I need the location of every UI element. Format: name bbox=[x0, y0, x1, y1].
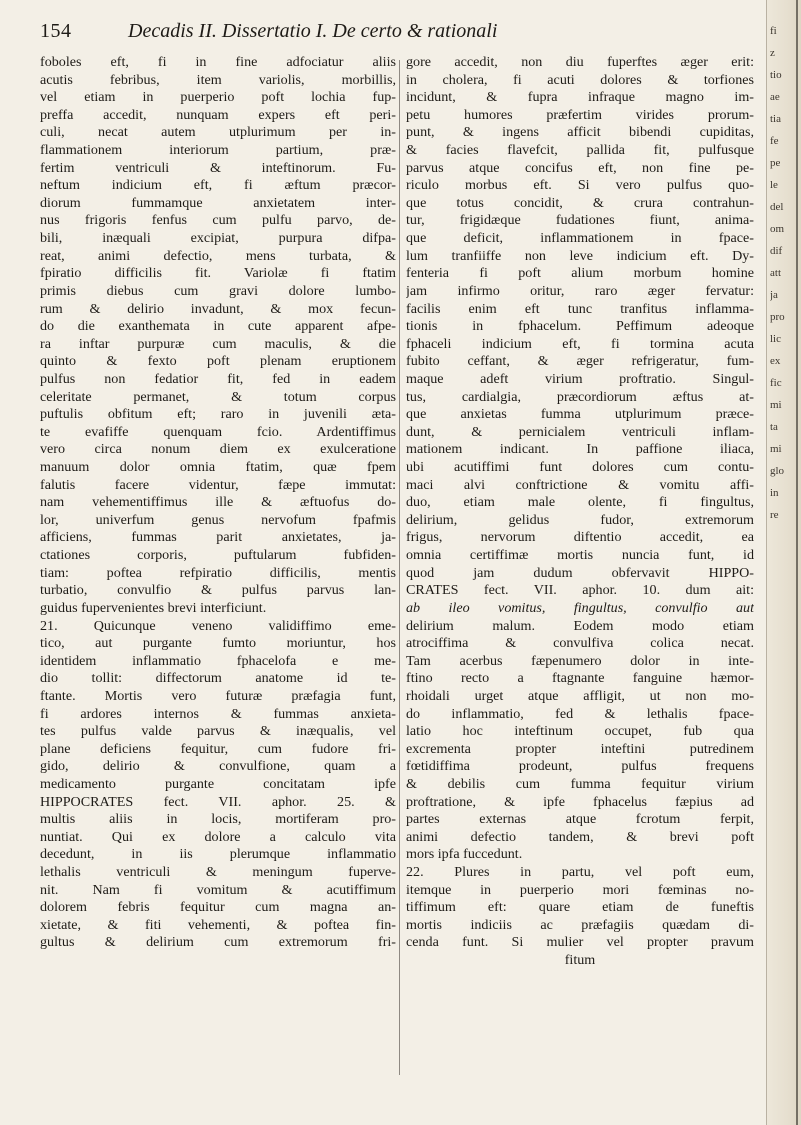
text-line: CRATES fect. VII. aphor. 10. dum ait: bbox=[406, 582, 754, 599]
text-line: frigus, nervorum diftentio accedit, ea bbox=[406, 529, 754, 546]
text-line: Tam acerbus fæpenumero dolor in inte- bbox=[406, 652, 754, 669]
text-line: in cholera, fi acuti dolores & torfiones bbox=[406, 71, 754, 88]
margin-fragment: tia bbox=[770, 113, 781, 125]
text-line: riculo morbus eft. Si vero pulfus quo- bbox=[406, 177, 754, 194]
text-line: HIPPOCRATES fect. VII. aphor. 25. & bbox=[40, 793, 396, 810]
binding-edge bbox=[796, 0, 798, 1125]
text-line: fertim ventriculi & inteftinorum. Fu- bbox=[40, 159, 396, 176]
page-number: 154 bbox=[40, 20, 72, 42]
text-line: manuum dolor omnia ftatim, quæ fpem bbox=[40, 459, 396, 476]
text-line: lor, univerfum genus nervofum fpafmis bbox=[40, 511, 396, 528]
text-line: lum tranfiiffe non leve indicium eft. Dy- bbox=[406, 247, 754, 264]
text-line: tus, cardialgia, præcordiorum æftus at- bbox=[406, 388, 754, 405]
text-line: ab ileo vomitus, fingultus, convulfio aut bbox=[406, 599, 754, 616]
text-line: vel etiam in puerperio poft lochia fup- bbox=[40, 89, 396, 106]
text-line: plane deficiens fequitur, cum fudore fri- bbox=[40, 740, 396, 757]
margin-fragment: re bbox=[770, 509, 779, 521]
text-line: facilis enim eft tunc tranfitus inflamma- bbox=[406, 300, 754, 317]
margin-fragment: lic bbox=[770, 333, 781, 345]
text-line: quinto & fexto poft plenam eruptionem bbox=[40, 353, 396, 370]
text-line: que deficit, inflammationem in fpace- bbox=[406, 230, 754, 247]
text-line: primis diebus cum gravi dolore lumbo- bbox=[40, 282, 396, 299]
text-line: cenda funt. Si mulier vel propter pravum bbox=[406, 934, 754, 951]
text-line: proftratione, & ipfe fphacelus fæpius ad bbox=[406, 793, 754, 810]
margin-fragment: le bbox=[770, 179, 778, 191]
text-line: delirium malum. Eodem modo etiam bbox=[406, 617, 754, 634]
text-line: tur, frigidæque fudationes fiunt, anima- bbox=[406, 212, 754, 229]
margin-fragment: mi bbox=[770, 443, 782, 455]
text-line: preffa accedit, nunquam expers eft peri- bbox=[40, 106, 396, 123]
text-line: itemque in puerperio mori fœminas no- bbox=[406, 881, 754, 898]
margin-fragment: ae bbox=[770, 91, 780, 103]
text-line: punt, & ingens afficit bibendi cupiditas, bbox=[406, 124, 754, 141]
margin-fragment: ta bbox=[770, 421, 778, 433]
text-line: diorum fummamque anxietatem inter- bbox=[40, 194, 396, 211]
text-line: fphaceli indicium eft, fi tormina acuta bbox=[406, 335, 754, 352]
margin-fragment: pe bbox=[770, 157, 781, 169]
page-header bbox=[40, 14, 762, 48]
text-line: ra inftar purpuræ cum maculis, & die bbox=[40, 335, 396, 352]
text-line: omnia certiffimæ mortis nuncia funt, id bbox=[406, 547, 754, 564]
text-line: flammationem interiorum partium, præ- bbox=[40, 142, 396, 159]
text-line: maque adeft virium proftratio. Singul- bbox=[406, 370, 754, 387]
text-line: nus frigoris fenfus cum pulfu parvo, de- bbox=[40, 212, 396, 229]
text-line: 21. Quicunque veneno validiffimo eme- bbox=[40, 617, 396, 634]
margin-fragment: mi bbox=[770, 399, 782, 411]
text-line: excrementa propter inteftini putredinem bbox=[406, 740, 754, 757]
text-line: do die exanthemata in cute apparent afpe- bbox=[40, 318, 396, 335]
text-line: acutis febribus, item variolis, morbillis, bbox=[40, 71, 396, 88]
margin-fragment: in bbox=[770, 487, 779, 499]
margin-fragment: glo bbox=[770, 465, 785, 477]
text-line: mors ipfa fuccedunt. bbox=[406, 846, 523, 863]
text-line: afficiens, fummas parit anxietates, ja- bbox=[40, 529, 396, 546]
text-line: ftino recto a ftagnante fanguine hæmor- bbox=[406, 670, 754, 687]
left-text-column bbox=[40, 54, 396, 952]
text-line: duo, etiam male olente, fi fingultus, bbox=[406, 494, 754, 511]
text-line: tico, aut purgante fumto moriuntur, hos bbox=[40, 635, 396, 652]
text-line: bili, inæquali excipiat, purpura difpa- bbox=[40, 230, 396, 247]
text-line: fœtidiffima prodeunt, pulfus frequens bbox=[406, 758, 754, 775]
text-line: foboles eft, fi in fine adfociatur aliis bbox=[40, 54, 396, 70]
text-line: & debilis cum fumma fequitur virium bbox=[406, 775, 754, 792]
running-head: Decadis II. Dissertatio I. De certo & rationali bbox=[128, 20, 498, 42]
margin-fragment: ja bbox=[770, 289, 778, 301]
text-line: dio tollit: diffectorum anatome id te- bbox=[40, 670, 396, 687]
text-line: te evafiffe quenquam fcio. Ardentiffimus bbox=[40, 423, 396, 440]
text-line: tiam: poftea refpiratio difficilis, mentis bbox=[40, 564, 396, 581]
margin-fragment: dif bbox=[770, 245, 783, 257]
text-line: fpiratio difficilis fit. Variolæ fi ftatim bbox=[40, 265, 396, 282]
text-line: ctationes corporis, puftularum fubfiden- bbox=[40, 547, 396, 564]
text-line: medicamento purgante concitatam ipfe bbox=[40, 775, 396, 792]
text-line: parvus atque concifus eft, non fine pe- bbox=[406, 159, 754, 176]
margin-fragment: om bbox=[770, 223, 785, 235]
text-line: nit. Nam fi vomitum & acutiffimum bbox=[40, 881, 396, 898]
text-line: guidus fupervenientes brevi interficiunt. bbox=[40, 599, 267, 616]
text-line: jam infirmo oritur, raro æger fervatur: bbox=[406, 282, 754, 299]
text-line: petu humores præfertim virides prorum- bbox=[406, 106, 754, 123]
text-line: delirium, gelidus fudor, extremorum bbox=[406, 511, 754, 528]
margin-fragment: fi bbox=[770, 25, 777, 37]
text-line: tes pulfus valde parvus & inæqualis, vel bbox=[40, 723, 396, 740]
margin-fragment: fe bbox=[770, 135, 779, 147]
text-line: culi, necat autem utplurimum per in- bbox=[40, 124, 396, 141]
text-line: ubi acutiffimi funt dolores cum contu- bbox=[406, 459, 754, 476]
text-line: gido, delirio & convulfione, quam a bbox=[40, 758, 396, 775]
text-line: tiffimum eft: quare etiam de funeftis bbox=[406, 899, 754, 916]
text-line: identidem inflammatio fphacelofa e me- bbox=[40, 652, 396, 669]
margin-fragment: tio bbox=[770, 69, 782, 81]
margin-fragment: z bbox=[770, 47, 775, 59]
margin-fragment: att bbox=[770, 267, 781, 279]
text-line: quod jam dudum obfervavit HIPPO- bbox=[406, 564, 754, 581]
text-line: nam vehementiffimus ille & æftuofus do- bbox=[40, 494, 396, 511]
text-line: lethalis ventriculi & meningum fuperve- bbox=[40, 864, 396, 881]
text-line: puftulis obfitum eft; raro in juvenili æta- bbox=[40, 406, 396, 423]
text-line: fubito ceffant, & æger refrigeratur, fum- bbox=[406, 353, 754, 370]
text-line: gultus & delirium cum extremorum fri- bbox=[40, 934, 396, 951]
text-line: mationem indicant. In paffione iliaca, bbox=[406, 441, 754, 458]
text-line: celeritate permanet, & totum corpus bbox=[40, 388, 396, 405]
text-line: neftum indicium eft, fi æftum præcor- bbox=[40, 177, 396, 194]
text-line: rum & delirio invadunt, & mox fecun- bbox=[40, 300, 396, 317]
text-line: tionis in fphacelum. Peffimum adeoque bbox=[406, 318, 754, 335]
text-line: vero circa nonum diem ex exulceratione bbox=[40, 441, 396, 458]
column-divider bbox=[399, 60, 400, 1075]
text-line: falutis facere videntur, fæpe immutat: bbox=[40, 476, 396, 493]
text-line: & facies flavefcit, pallida fit, pulfusque bbox=[406, 142, 754, 159]
text-line: turbatio, convulfio & pulfus parvus lan- bbox=[40, 582, 396, 599]
text-line: decedunt, in iis plerumque inflammatio bbox=[40, 846, 396, 863]
text-line: dunt, & pernicialem ventriculi inflam- bbox=[406, 423, 754, 440]
text-line: maci alvi conftrictione & vomitu affi- bbox=[406, 476, 754, 493]
margin-fragment: pro bbox=[770, 311, 785, 323]
text-line: 22. Plures in partu, vel poft eum, bbox=[406, 864, 754, 881]
text-line: xietate, & fiti vehementi, & poftea fin- bbox=[40, 916, 396, 933]
text-line: latio hoc inteftinum occupet, fub qua bbox=[406, 723, 754, 740]
margin-fragment: ex bbox=[770, 355, 781, 367]
text-line: multis aliis in locis, mortiferam pro- bbox=[40, 811, 396, 828]
text-line: do inflammatio, fed & lethalis fpace- bbox=[406, 705, 754, 722]
right-text-column bbox=[406, 54, 754, 970]
text-line: rhoidali urget atque affligit, ut non mo- bbox=[406, 687, 754, 704]
text-line: pulfus non fedatior fit, fed in eadem bbox=[40, 370, 396, 387]
text-line: que totus concidit, & crura contrahun- bbox=[406, 194, 754, 211]
text-line: fi ardores internos & fummas anxieta- bbox=[40, 705, 396, 722]
text-line: ftante. Mortis vero futuræ præfagia funt, bbox=[40, 687, 396, 704]
margin-fragment: del bbox=[770, 201, 784, 213]
text-line: nuntiat. Qui ex dolore a calculo vita bbox=[40, 828, 396, 845]
text-line: fitum bbox=[564, 952, 596, 969]
text-line: atrociffima & convulfiva colica necat. bbox=[406, 635, 754, 652]
text-line: que anxietas fumma utplurimum præce- bbox=[406, 406, 754, 423]
text-line: mortis indiciis ac præfagiis quædam di- bbox=[406, 916, 754, 933]
text-line: fenteria fi poft alium morbum homine bbox=[406, 265, 754, 282]
text-line: animi defectio tandem, & brevi poft bbox=[406, 828, 754, 845]
margin-fragment: fic bbox=[770, 377, 782, 389]
text-line: gore accedit, non diu fuperftes æger erit: bbox=[406, 54, 754, 70]
text-line: incidunt, & fupra infraque magno im- bbox=[406, 89, 754, 106]
text-line: dolorem febris fequitur cum magna an- bbox=[40, 899, 396, 916]
text-line: partes externas atque fcrotum ferpit, bbox=[406, 811, 754, 828]
text-line: reat, animi defectio, mens turbata, & bbox=[40, 247, 396, 264]
